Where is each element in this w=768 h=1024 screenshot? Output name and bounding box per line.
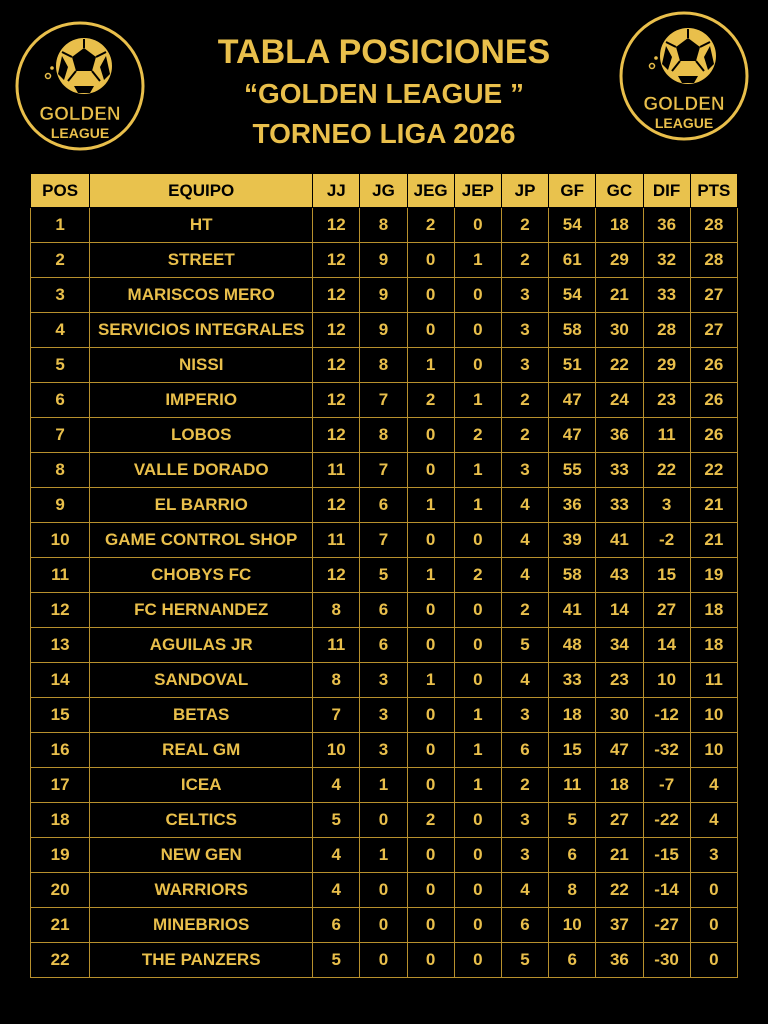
- cell-goals-for: 54: [549, 278, 596, 313]
- cell-lost: 3: [501, 698, 548, 733]
- cell-points: 4: [690, 768, 737, 803]
- cell-goals-for: 6: [549, 838, 596, 873]
- cell-pos: 12: [31, 593, 90, 628]
- cell-goals-for: 39: [549, 523, 596, 558]
- cell-goals-against: 47: [596, 733, 643, 768]
- cell-goal-diff: 28: [643, 313, 690, 348]
- page-title: TABLA POSICIONES: [217, 33, 551, 71]
- cell-pos: 18: [31, 803, 90, 838]
- cell-lost: 3: [501, 278, 548, 313]
- cell-goals-for: 6: [549, 943, 596, 978]
- soccer-ball-icon: [660, 28, 716, 84]
- cell-team: REAL GM: [90, 733, 313, 768]
- cell-played: 12: [313, 313, 360, 348]
- cell-lost-shootout: 0: [454, 908, 501, 943]
- cell-won: 8: [360, 348, 407, 383]
- table-row: [31, 768, 738, 803]
- cell-goal-diff: -30: [643, 943, 690, 978]
- cell-played: 5: [313, 943, 360, 978]
- cell-lost-shootout: 0: [454, 943, 501, 978]
- cell-won-shootout: 0: [407, 593, 454, 628]
- table-row: [31, 908, 738, 943]
- cell-won-shootout: 1: [407, 488, 454, 523]
- cell-won-shootout: 1: [407, 663, 454, 698]
- cell-goals-against: 33: [596, 488, 643, 523]
- cell-team: CHOBYS FC: [90, 558, 313, 593]
- table-row: [31, 348, 738, 383]
- cell-played: 8: [313, 593, 360, 628]
- cell-goals-for: 58: [549, 313, 596, 348]
- cell-lost-shootout: 1: [454, 768, 501, 803]
- cell-won: 8: [360, 418, 407, 453]
- cell-pos: 13: [31, 628, 90, 663]
- cell-goals-against: 18: [596, 208, 643, 243]
- table-row: [31, 628, 738, 663]
- cell-lost: 3: [501, 838, 548, 873]
- cell-won-shootout: 0: [407, 278, 454, 313]
- column-header-team: EQUIPO: [90, 174, 313, 208]
- cell-points: 26: [690, 348, 737, 383]
- cell-played: 4: [313, 873, 360, 908]
- cell-team: MARISCOS MERO: [90, 278, 313, 313]
- cell-lost-shootout: 0: [454, 628, 501, 663]
- cell-played: 12: [313, 558, 360, 593]
- cell-goals-against: 22: [596, 348, 643, 383]
- cell-lost-shootout: 2: [454, 558, 501, 593]
- cell-goal-diff: -15: [643, 838, 690, 873]
- cell-won: 7: [360, 523, 407, 558]
- cell-lost: 2: [501, 593, 548, 628]
- cell-lost-shootout: 0: [454, 873, 501, 908]
- cell-pos: 19: [31, 838, 90, 873]
- cell-lost-shootout: 1: [454, 383, 501, 418]
- table-row: [31, 663, 738, 698]
- cell-lost-shootout: 1: [454, 453, 501, 488]
- cell-goals-against: 37: [596, 908, 643, 943]
- cell-goal-diff: 15: [643, 558, 690, 593]
- cell-team: SANDOVAL: [90, 663, 313, 698]
- table-row: [31, 873, 738, 908]
- cell-played: 12: [313, 418, 360, 453]
- cell-lost: 3: [501, 453, 548, 488]
- cell-lost-shootout: 0: [454, 278, 501, 313]
- cell-won: 6: [360, 593, 407, 628]
- cell-team: THE PANZERS: [90, 943, 313, 978]
- cell-pos: 22: [31, 943, 90, 978]
- cell-points: 18: [690, 628, 737, 663]
- cell-team: STREET: [90, 243, 313, 278]
- cell-won-shootout: 0: [407, 768, 454, 803]
- cell-points: 28: [690, 243, 737, 278]
- cell-lost-shootout: 0: [454, 663, 501, 698]
- cell-goals-against: 21: [596, 838, 643, 873]
- cell-won: 6: [360, 488, 407, 523]
- cell-played: 12: [313, 488, 360, 523]
- cell-played: 7: [313, 698, 360, 733]
- cell-lost: 6: [501, 908, 548, 943]
- cell-lost-shootout: 0: [454, 523, 501, 558]
- cell-won: 0: [360, 803, 407, 838]
- cell-lost: 2: [501, 208, 548, 243]
- cell-won: 7: [360, 453, 407, 488]
- cell-points: 10: [690, 733, 737, 768]
- cell-won: 9: [360, 313, 407, 348]
- cell-pos: 14: [31, 663, 90, 698]
- cell-points: 3: [690, 838, 737, 873]
- cell-goals-for: 18: [549, 698, 596, 733]
- cell-won-shootout: 2: [407, 208, 454, 243]
- cell-won-shootout: 0: [407, 838, 454, 873]
- league-name: “GOLDEN LEAGUE ”: [243, 78, 524, 109]
- cell-goals-for: 33: [549, 663, 596, 698]
- table-row: [31, 733, 738, 768]
- cell-lost-shootout: 1: [454, 488, 501, 523]
- column-header-lost-shootout: JEP: [454, 174, 501, 208]
- cell-points: 26: [690, 383, 737, 418]
- table-row: [31, 208, 738, 243]
- cell-played: 6: [313, 908, 360, 943]
- cell-team: NEW GEN: [90, 838, 313, 873]
- cell-won: 3: [360, 733, 407, 768]
- cell-played: 11: [313, 453, 360, 488]
- cell-points: 19: [690, 558, 737, 593]
- cell-points: 11: [690, 663, 737, 698]
- cell-team: SERVICIOS INTEGRALES: [90, 313, 313, 348]
- cell-goals-for: 5: [549, 803, 596, 838]
- cell-goals-against: 34: [596, 628, 643, 663]
- cell-won-shootout: 0: [407, 943, 454, 978]
- cell-goal-diff: -2: [643, 523, 690, 558]
- cell-points: 22: [690, 453, 737, 488]
- cell-goals-for: 54: [549, 208, 596, 243]
- cell-points: 21: [690, 488, 737, 523]
- cell-goal-diff: 3: [643, 488, 690, 523]
- golden-league-logo-left: [14, 20, 146, 152]
- cell-lost: 5: [501, 628, 548, 663]
- cell-points: 4: [690, 803, 737, 838]
- cell-won: 0: [360, 943, 407, 978]
- cell-team: LOBOS: [90, 418, 313, 453]
- cell-won-shootout: 1: [407, 348, 454, 383]
- cell-goal-diff: 32: [643, 243, 690, 278]
- cell-goal-diff: -32: [643, 733, 690, 768]
- cell-won-shootout: 0: [407, 628, 454, 663]
- cell-played: 11: [313, 523, 360, 558]
- cell-won: 8: [360, 208, 407, 243]
- cell-goal-diff: -22: [643, 803, 690, 838]
- cell-goals-for: 36: [549, 488, 596, 523]
- table-row: [31, 418, 738, 453]
- cell-team: BETAS: [90, 698, 313, 733]
- cell-won-shootout: 0: [407, 873, 454, 908]
- cell-goal-diff: 29: [643, 348, 690, 383]
- cell-pos: 9: [31, 488, 90, 523]
- soccer-ball-icon: [56, 38, 112, 94]
- cell-goals-against: 14: [596, 593, 643, 628]
- cell-points: 10: [690, 698, 737, 733]
- cell-lost-shootout: 2: [454, 418, 501, 453]
- cell-points: 27: [690, 278, 737, 313]
- tournament-name: TORNEO LIGA 2026: [252, 118, 516, 149]
- cell-team: EL BARRIO: [90, 488, 313, 523]
- cell-goals-against: 27: [596, 803, 643, 838]
- cell-pos: 2: [31, 243, 90, 278]
- cell-goal-diff: -27: [643, 908, 690, 943]
- cell-points: 0: [690, 943, 737, 978]
- cell-lost-shootout: 1: [454, 733, 501, 768]
- cell-goal-diff: 27: [643, 593, 690, 628]
- cell-goals-against: 18: [596, 768, 643, 803]
- table-row: [31, 383, 738, 418]
- golden-league-logo-right: [618, 10, 750, 142]
- cell-goals-for: 15: [549, 733, 596, 768]
- cell-played: 5: [313, 803, 360, 838]
- cell-goals-for: 48: [549, 628, 596, 663]
- cell-lost: 2: [501, 768, 548, 803]
- cell-pos: 21: [31, 908, 90, 943]
- cell-won-shootout: 0: [407, 733, 454, 768]
- cell-pos: 1: [31, 208, 90, 243]
- cell-won: 0: [360, 908, 407, 943]
- cell-lost: 4: [501, 558, 548, 593]
- logo-text-golden: GOLDEN: [643, 94, 725, 115]
- cell-points: 0: [690, 873, 737, 908]
- cell-won-shootout: 0: [407, 243, 454, 278]
- cell-points: 18: [690, 593, 737, 628]
- cell-played: 10: [313, 733, 360, 768]
- cell-points: 28: [690, 208, 737, 243]
- cell-won: 7: [360, 383, 407, 418]
- cell-team: VALLE DORADO: [90, 453, 313, 488]
- column-header-goal-diff: DIF: [643, 174, 690, 208]
- cell-team: CELTICS: [90, 803, 313, 838]
- cell-pos: 4: [31, 313, 90, 348]
- logo-text-golden: GOLDEN: [39, 104, 121, 125]
- cell-goals-for: 11: [549, 768, 596, 803]
- cell-lost: 3: [501, 348, 548, 383]
- cell-won: 3: [360, 698, 407, 733]
- cell-points: 0: [690, 908, 737, 943]
- cell-goals-against: 30: [596, 313, 643, 348]
- cell-team: WARRIORS: [90, 873, 313, 908]
- cell-goals-for: 47: [549, 418, 596, 453]
- cell-team: GAME CONTROL SHOP: [90, 523, 313, 558]
- cell-team: ICEA: [90, 768, 313, 803]
- cell-goal-diff: -12: [643, 698, 690, 733]
- table-row: [31, 453, 738, 488]
- cell-won: 0: [360, 873, 407, 908]
- cell-lost-shootout: 0: [454, 313, 501, 348]
- cell-goals-against: 43: [596, 558, 643, 593]
- table-row: [31, 523, 738, 558]
- cell-goals-for: 58: [549, 558, 596, 593]
- cell-goals-against: 36: [596, 418, 643, 453]
- cell-goals-against: 29: [596, 243, 643, 278]
- cell-lost: 2: [501, 418, 548, 453]
- cell-won-shootout: 2: [407, 383, 454, 418]
- cell-goals-against: 21: [596, 278, 643, 313]
- cell-goal-diff: 36: [643, 208, 690, 243]
- cell-goal-diff: 23: [643, 383, 690, 418]
- cell-won-shootout: 0: [407, 313, 454, 348]
- cell-lost: 5: [501, 943, 548, 978]
- table-row: [31, 593, 738, 628]
- cell-won: 1: [360, 838, 407, 873]
- cell-goal-diff: -7: [643, 768, 690, 803]
- cell-goals-against: 41: [596, 523, 643, 558]
- cell-played: 4: [313, 838, 360, 873]
- cell-pos: 16: [31, 733, 90, 768]
- cell-pos: 11: [31, 558, 90, 593]
- cell-played: 12: [313, 348, 360, 383]
- cell-goals-for: 55: [549, 453, 596, 488]
- cell-team: HT: [90, 208, 313, 243]
- cell-lost: 2: [501, 383, 548, 418]
- logo-text-league: LEAGUE: [654, 115, 714, 131]
- cell-goals-for: 41: [549, 593, 596, 628]
- cell-goal-diff: 14: [643, 628, 690, 663]
- cell-lost-shootout: 0: [454, 348, 501, 383]
- cell-played: 8: [313, 663, 360, 698]
- cell-points: 21: [690, 523, 737, 558]
- cell-lost: 3: [501, 803, 548, 838]
- cell-lost: 4: [501, 663, 548, 698]
- cell-pos: 15: [31, 698, 90, 733]
- cell-played: 12: [313, 278, 360, 313]
- cell-lost-shootout: 1: [454, 243, 501, 278]
- cell-team: FC HERNANDEZ: [90, 593, 313, 628]
- table-row: [31, 278, 738, 313]
- cell-played: 12: [313, 243, 360, 278]
- cell-team: AGUILAS JR: [90, 628, 313, 663]
- cell-won: 1: [360, 768, 407, 803]
- cell-played: 11: [313, 628, 360, 663]
- cell-lost: 2: [501, 243, 548, 278]
- cell-goals-for: 8: [549, 873, 596, 908]
- cell-goal-diff: -14: [643, 873, 690, 908]
- cell-goals-for: 10: [549, 908, 596, 943]
- cell-pos: 17: [31, 768, 90, 803]
- cell-won-shootout: 0: [407, 698, 454, 733]
- cell-won-shootout: 0: [407, 523, 454, 558]
- cell-won-shootout: 1: [407, 558, 454, 593]
- table-row: [31, 243, 738, 278]
- column-header-played: JJ: [313, 174, 360, 208]
- cell-lost-shootout: 0: [454, 838, 501, 873]
- standings-table: [30, 173, 738, 978]
- cell-goals-against: 33: [596, 453, 643, 488]
- column-header-goals-against: GC: [596, 174, 643, 208]
- cell-lost: 4: [501, 873, 548, 908]
- column-header-won-shootout: JEG: [407, 174, 454, 208]
- cell-team: IMPERIO: [90, 383, 313, 418]
- cell-team: NISSI: [90, 348, 313, 383]
- cell-team: MINEBRIOS: [90, 908, 313, 943]
- cell-won: 3: [360, 663, 407, 698]
- cell-pos: 6: [31, 383, 90, 418]
- cell-won: 5: [360, 558, 407, 593]
- cell-won-shootout: 0: [407, 418, 454, 453]
- cell-goal-diff: 33: [643, 278, 690, 313]
- cell-goals-against: 30: [596, 698, 643, 733]
- cell-goals-against: 23: [596, 663, 643, 698]
- cell-lost-shootout: 1: [454, 698, 501, 733]
- cell-won: 9: [360, 278, 407, 313]
- cell-won: 9: [360, 243, 407, 278]
- cell-goals-against: 36: [596, 943, 643, 978]
- column-header-points: PTS: [690, 174, 737, 208]
- column-header-lost: JP: [501, 174, 548, 208]
- cell-lost: 3: [501, 313, 548, 348]
- cell-lost-shootout: 0: [454, 208, 501, 243]
- cell-won-shootout: 0: [407, 908, 454, 943]
- cell-lost-shootout: 0: [454, 593, 501, 628]
- cell-pos: 3: [31, 278, 90, 313]
- column-header-goals-for: GF: [549, 174, 596, 208]
- cell-points: 26: [690, 418, 737, 453]
- table-row: [31, 313, 738, 348]
- cell-goals-for: 61: [549, 243, 596, 278]
- cell-goals-against: 22: [596, 873, 643, 908]
- cell-lost: 4: [501, 488, 548, 523]
- cell-lost: 6: [501, 733, 548, 768]
- cell-pos: 7: [31, 418, 90, 453]
- table-row: [31, 803, 738, 838]
- logo-text-league: LEAGUE: [50, 125, 110, 141]
- cell-pos: 5: [31, 348, 90, 383]
- cell-won-shootout: 2: [407, 803, 454, 838]
- cell-points: 27: [690, 313, 737, 348]
- table-row: [31, 558, 738, 593]
- table-row: [31, 488, 738, 523]
- cell-won: 6: [360, 628, 407, 663]
- cell-pos: 8: [31, 453, 90, 488]
- header-row: [31, 174, 738, 208]
- cell-goal-diff: 10: [643, 663, 690, 698]
- cell-lost: 4: [501, 523, 548, 558]
- cell-pos: 10: [31, 523, 90, 558]
- column-header-pos: POS: [31, 174, 90, 208]
- table-body: [31, 208, 738, 978]
- cell-played: 12: [313, 383, 360, 418]
- table-header: [31, 174, 738, 208]
- page-title-block: [180, 30, 588, 154]
- cell-won-shootout: 0: [407, 453, 454, 488]
- table-row: [31, 943, 738, 978]
- cell-lost-shootout: 0: [454, 803, 501, 838]
- cell-played: 4: [313, 768, 360, 803]
- column-header-won: JG: [360, 174, 407, 208]
- cell-goals-for: 51: [549, 348, 596, 383]
- cell-goal-diff: 22: [643, 453, 690, 488]
- table-row: [31, 698, 738, 733]
- cell-goals-for: 47: [549, 383, 596, 418]
- cell-pos: 20: [31, 873, 90, 908]
- cell-goals-against: 24: [596, 383, 643, 418]
- table-row: [31, 838, 738, 873]
- cell-played: 12: [313, 208, 360, 243]
- cell-goal-diff: 11: [643, 418, 690, 453]
